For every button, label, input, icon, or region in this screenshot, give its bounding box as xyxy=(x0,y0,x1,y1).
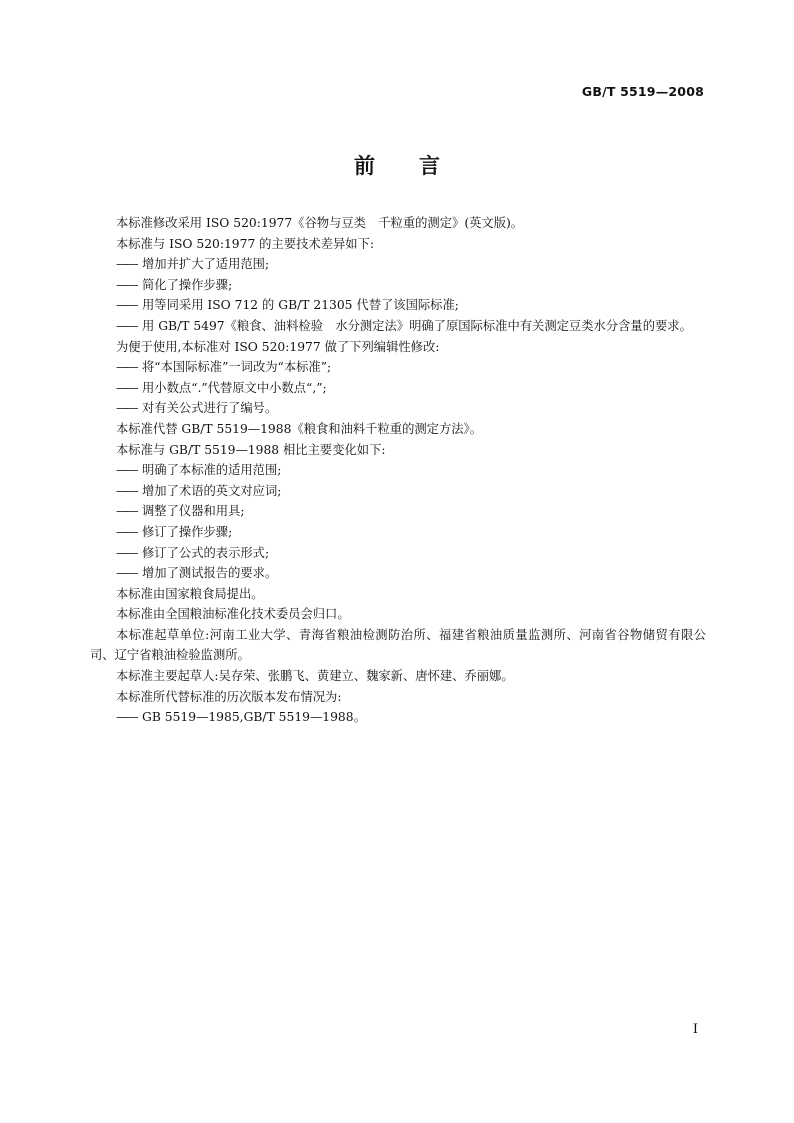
paragraph: 本标准与 ISO 520:1977 的主要技术差异如下: xyxy=(116,236,375,251)
page-title: 前言 xyxy=(354,154,484,178)
page-number: I xyxy=(692,1022,698,1037)
standard-code: GB/T 5519—2008 xyxy=(581,84,704,99)
list-item: —— 增加了术语的英文对应词; xyxy=(90,481,706,502)
paragraph: 为便于使用,本标准对 ISO 520:1977 做了下列编辑性修改: xyxy=(116,339,440,354)
paragraph: 本标准与 GB/T 5519—1988 相比主要变化如下: xyxy=(116,442,386,457)
list-item: —— 用 GB/T 5497《粮食、油料检验 水分测定法》明确了原国际标准中有关测定豆类水分含量的要求。 xyxy=(90,316,706,337)
list-item: —— 将“本国际标准”一词改为“本标准”; xyxy=(90,357,706,378)
paragraph: 本标准由全国粮油标准化技术委员会归口。 xyxy=(116,607,350,622)
list-item: —— GB 5519—1985,GB/T 5519—1988。 xyxy=(90,707,706,728)
list-item: —— 对有关公式进行了编号。 xyxy=(90,398,706,419)
list-item: —— 增加了测试报告的要求。 xyxy=(90,563,706,584)
foreword-body xyxy=(90,213,706,728)
list-item: —— 用小数点“.”代替原文中小数点“,”; xyxy=(90,378,706,399)
list-item: —— 简化了操作步骤; xyxy=(90,275,706,296)
list-item: —— 增加并扩大了适用范围; xyxy=(90,254,706,275)
paragraph: 本标准代替 GB/T 5519—1988《粮食和油料千粒重的测定方法》。 xyxy=(116,421,482,436)
paragraph: 本标准所代替标准的历次版本发布情况为: xyxy=(116,689,342,704)
list-item: —— 调整了仪器和用具; xyxy=(90,501,706,522)
paragraph: 本标准主要起草人:吴存荣、张鹏飞、黄建立、魏家新、唐怀建、乔丽娜。 xyxy=(116,669,514,684)
paragraph: 本标准由国家粮食局提出。 xyxy=(116,586,264,601)
paragraph: 本标准起草单位:河南工业大学、青海省粮油检测防治所、福建省粮油质量监测所、河南省谷物储贸有限公司、辽宁省粮油检验监测所。 xyxy=(90,627,706,663)
list-item: —— 修订了操作步骤; xyxy=(90,522,706,543)
paragraph: 本标准修改采用 ISO 520:1977《谷物与豆类 千粒重的测定》(英文版)。 xyxy=(116,216,524,230)
list-item: —— 用等同采用 ISO 712 的 GB/T 21305 代替了该国际标准; xyxy=(90,295,706,316)
list-item: —— 明确了本标准的适用范围; xyxy=(90,460,706,481)
list-item: —— 修订了公式的表示形式; xyxy=(90,543,706,564)
